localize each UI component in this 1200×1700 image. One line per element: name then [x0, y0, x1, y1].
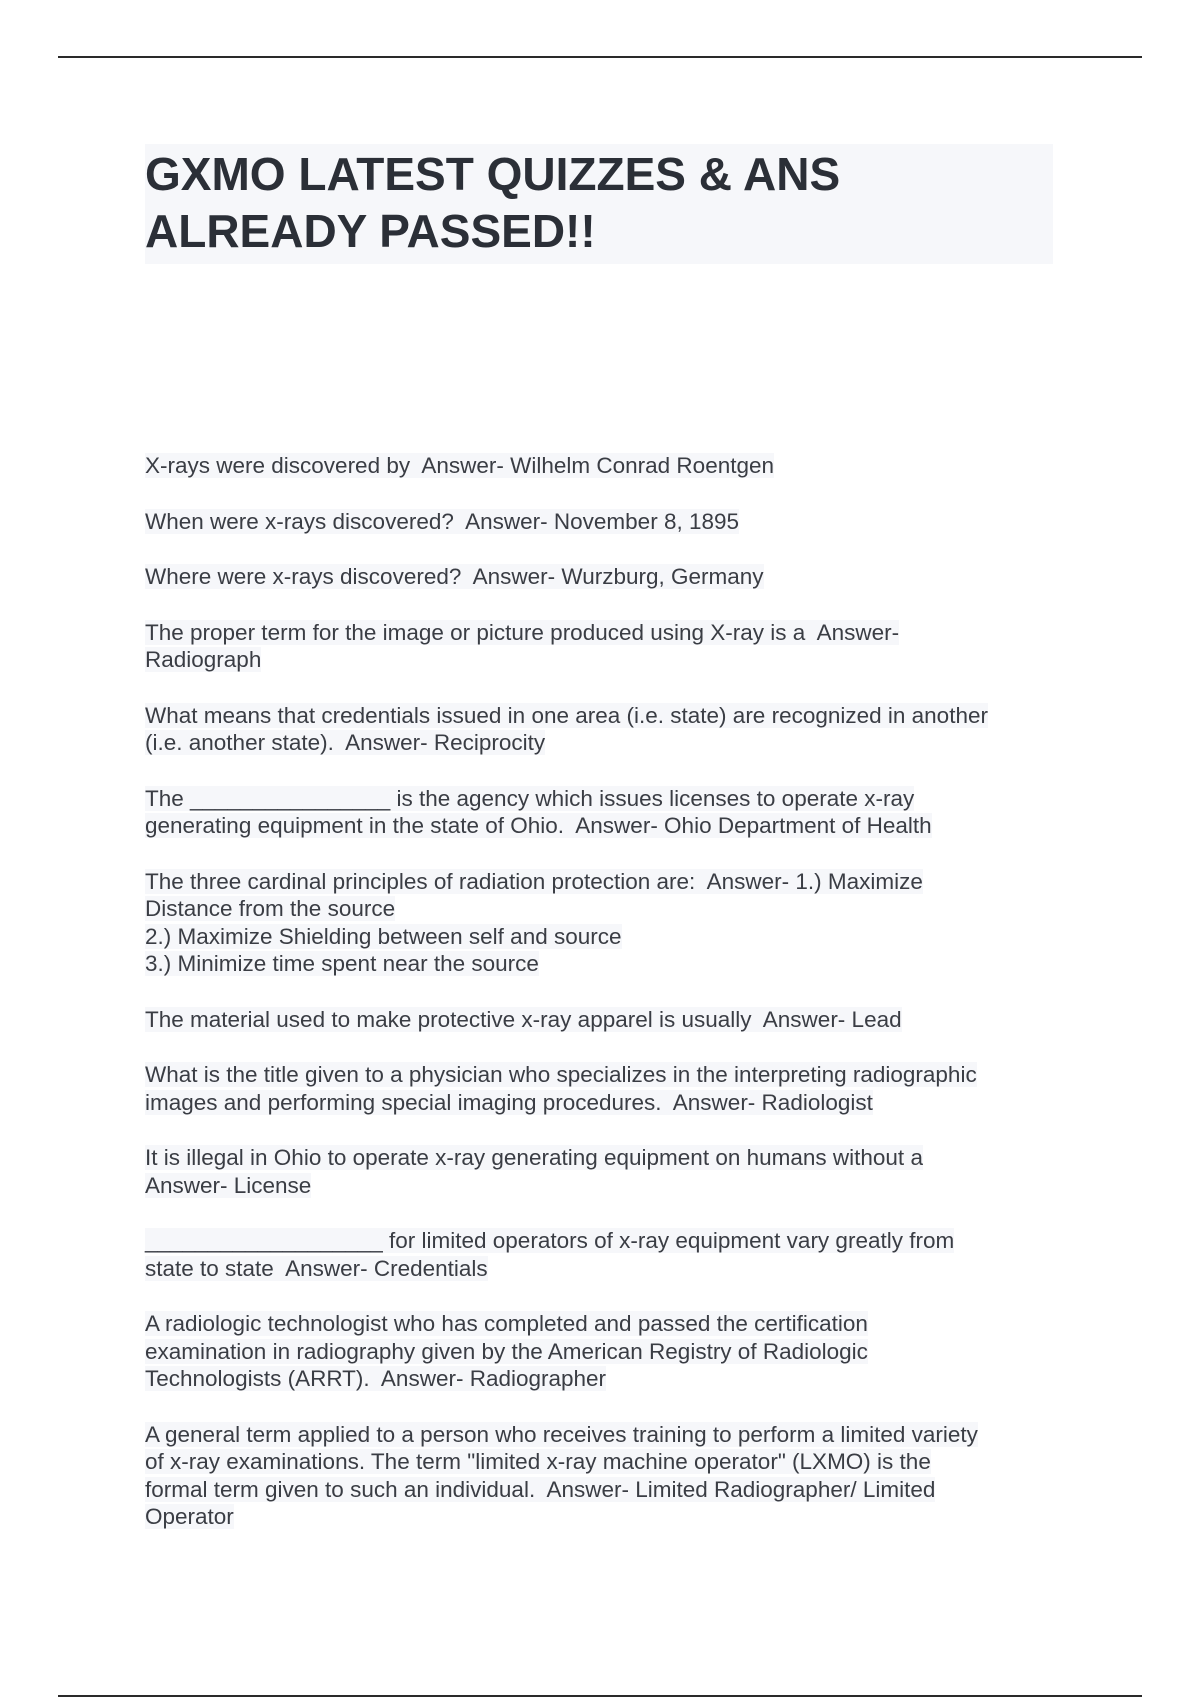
document-title: GXMO LATEST QUIZZES & ANS ALREADY PASSED!!	[145, 144, 1053, 264]
qa-item: When were x-rays discovered? Answer- November 8, 1895	[145, 508, 740, 534]
qa-item: A general term applied to a person who receives training to perform a limited variety of x-ray examinations. The term "limited x-ray machine operator" (LXMO) is the formal term given to such an individual. Answer- Limited Radiographer/ Limited Operator	[145, 1421, 978, 1529]
qa-item: The three cardinal principles of radiation protection are: Answer- 1.) Maximize Distance from the source 2.) Maximize Shielding between self and source 3.) Minimize time spent near the source	[145, 868, 923, 976]
qa-list	[145, 452, 1060, 1559]
qa-item: Where were x-rays discovered? Answer- Wurzburg, Germany	[145, 564, 764, 589]
top-rule	[58, 56, 1142, 58]
qa-item: X-rays were discovered by Answer- Wilhelm Conrad Roentgen	[145, 453, 775, 478]
qa-item: ___________________ for limited operators of x-ray equipment vary greatly from state to state Answer- Credentials	[145, 1228, 955, 1281]
qa-item: What means that credentials issued in one area (i.e. state) are recognized in another (i.e. another state). Answer- Reciprocity	[145, 702, 988, 755]
bottom-rule	[58, 1695, 1142, 1697]
qa-item: What is the title given to a physician who specializes in the interpreting radiographic images and performing special imaging procedures. Answer- Radiologist	[145, 1062, 977, 1115]
qa-item: The proper term for the image or picture produced using X-ray is a Answer- Radiograph	[145, 619, 900, 672]
qa-item: The ________________ is the agency which issues licenses to operate x-ray generating equipment in the state of Ohio. Answer- Ohio Department of Health	[145, 785, 932, 838]
qa-item: A radiologic technologist who has completed and passed the certification examination in radiography given by the American Registry of Radiologic Technologists (ARRT). Answer- Radiographer	[145, 1311, 868, 1391]
qa-item: The material used to make protective x-ray apparel is usually Answer- Lead	[145, 1006, 902, 1032]
qa-item: It is illegal in Ohio to operate x-ray generating equipment on humans without a Answer- License	[145, 1145, 923, 1198]
